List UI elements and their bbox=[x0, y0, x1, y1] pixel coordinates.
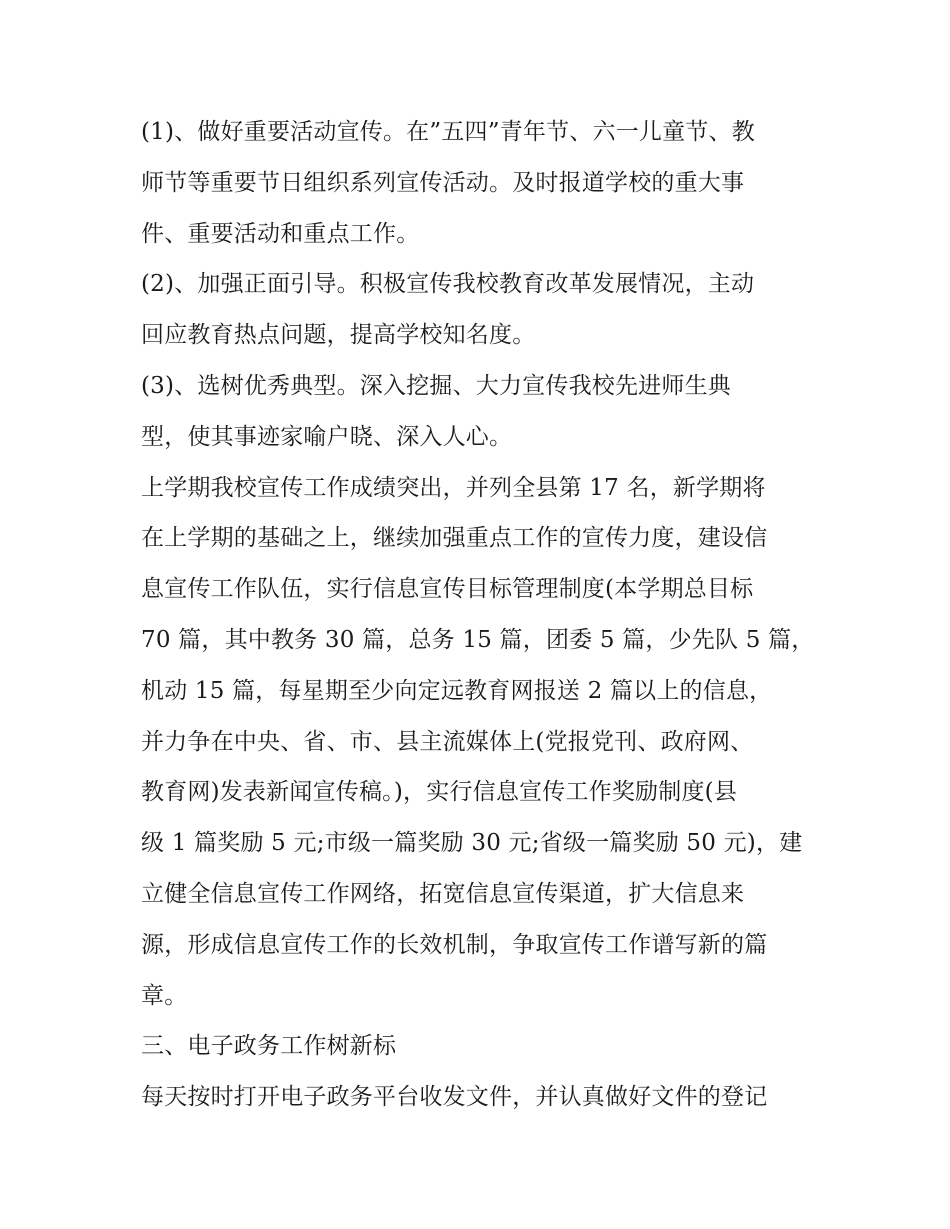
text-line: 并力争在中央、省、市、县主流媒体上(党报党刊、政府网、 bbox=[141, 728, 754, 755]
text-line: 回应教育热点问题，提高学校知名度。 bbox=[141, 322, 536, 349]
document-body bbox=[141, 107, 821, 1123]
text-line: 息宣传工作队伍，实行信息宣传目标管理制度(本学期总目标 bbox=[141, 576, 754, 603]
text-line: (3)、选树优秀典型。深入挖掘、大力宣传我校先进师生典 bbox=[141, 372, 731, 399]
text-line: 源，形成信息宣传工作的长效机制，争取宣传工作谱写新的篇 bbox=[141, 931, 768, 958]
text-line: 在上学期的基础之上，继续加强重点工作的宣传力度，建设信 bbox=[141, 525, 768, 552]
text-line: 级 1 篇奖励 5 元;市级一篇奖励 30 元;省级一篇奖励 50 元)，建 bbox=[141, 830, 803, 857]
text-line: (2)、加强正面引导。积极宣传我校教育改革发展情况，主动 bbox=[141, 271, 755, 298]
text-line: 教育网)发表新闻宣传稿。)，实行信息宣传工作奖励制度(县 bbox=[141, 779, 738, 806]
text-line: 章。 bbox=[141, 982, 188, 1009]
text-line: 机动 15 篇，每星期至少向定远教育网报送 2 篇以上的信息， bbox=[141, 677, 773, 704]
text-line: 上学期我校宣传工作成绩突出，并列全县第 17 名，新学期将 bbox=[141, 474, 766, 501]
text-line: 型，使其事迹家喻户晓、深入人心。 bbox=[141, 423, 513, 450]
text-line: (1)、做好重要活动宣传。在”五四”青年节、六一儿童节、教 bbox=[141, 119, 755, 145]
text-line: 立健全信息宣传工作网络，拓宽信息宣传渠道，扩大信息来 bbox=[141, 880, 745, 907]
section-heading: 三、电子政务工作树新标 bbox=[141, 1033, 397, 1060]
text-line: 每天按时打开电子政务平台收发文件，并认真做好文件的登记 bbox=[141, 1084, 768, 1111]
text-line: 70 篇，其中教务 30 篇，总务 15 篇，团委 5 篇，少先队 5 篇， bbox=[141, 626, 815, 653]
text-line: 师节等重要节日组织系列宣传活动。及时报道学校的重大事 bbox=[141, 169, 745, 196]
text-line: 件、重要活动和重点工作。 bbox=[141, 220, 420, 247]
